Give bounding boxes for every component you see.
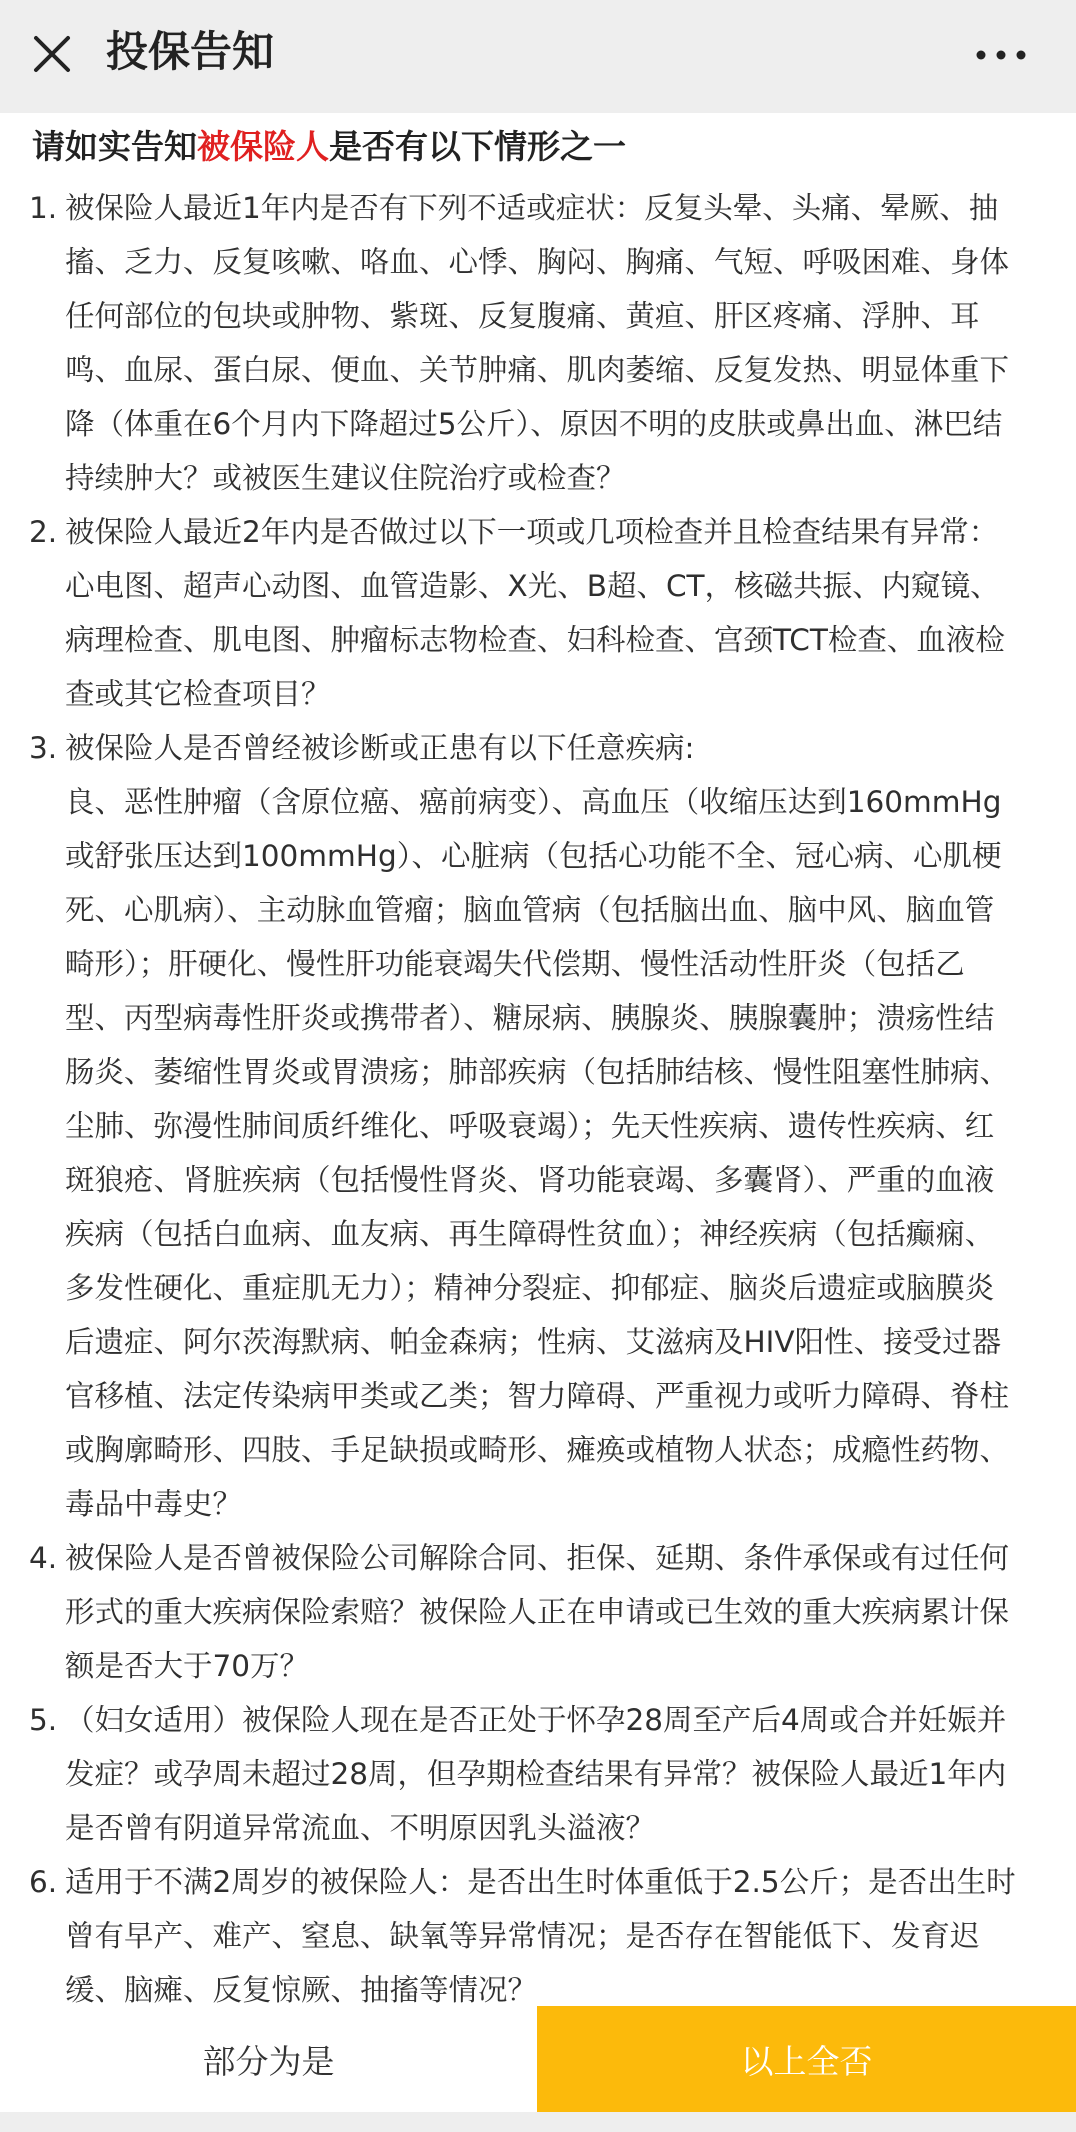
heading-suffix: 是否有以下情形之一 xyxy=(329,127,626,166)
list-item-line: 查或其它检查项目？ xyxy=(65,677,331,711)
list-item-line: 多发性硬化、重症肌无力）；精神分裂症、抑郁症、脑炎后遗症或脑膜炎 xyxy=(65,1271,995,1305)
close-icon xyxy=(32,34,72,74)
list-item-line: 持续肿大？或被医生建议住院治疗或检查？ xyxy=(65,461,626,495)
notice-content[interactable] xyxy=(0,113,1076,2006)
list-item-line: 良、恶性肿瘤（含原位癌、癌前病变）、高血压（收缩压达到160mmHg xyxy=(65,785,1002,819)
list-item-line: 疾病（包括白血病、血友病、再生障碍性贫血）；神经疾病（包括癫痫、 xyxy=(65,1217,995,1251)
heading-highlight: 被保险人 xyxy=(197,127,329,166)
list-item-line: 畸形）；肝硬化、慢性肝功能衰竭失代偿期、慢性活动性肝炎（包括乙 xyxy=(65,947,965,981)
list-item-line: 型、丙型病毒性肝炎或携带者）、糖尿病、胰腺炎、胰腺囊肿；溃疡性结 xyxy=(65,1001,995,1035)
bottom-action-bar xyxy=(0,2006,1076,2112)
top-nav-bar xyxy=(0,0,1076,113)
list-item xyxy=(0,721,1076,1531)
list-item-line: 毒品中毒史？ xyxy=(65,1487,243,1521)
notice-heading xyxy=(32,119,626,175)
list-item xyxy=(0,1855,1076,2006)
list-item-line: 搐、乏力、反复咳嗽、咯血、心悸、胸闷、胸痛、气短、呼吸困难、身体 xyxy=(65,245,1010,279)
list-item-line: 或舒张压达到100mmHg）、心脏病（包括心功能不全、冠心病、心肌梗 xyxy=(65,839,1002,873)
list-item-line: 形式的重大疾病保险索赔？被保险人正在申请或已生效的重大疾病累计保 xyxy=(65,1595,1010,1629)
list-item-line: 被保险人是否曾被保险公司解除合同、拒保、延期、条件承保或有过任何 xyxy=(65,1541,1010,1575)
list-item-line: 病理检查、肌电图、肿瘤标志物检查、妇科检查、宫颈TCT检查、血液检 xyxy=(65,623,1005,657)
list-item xyxy=(0,505,1076,721)
list-item-line: 后遗症、阿尔茨海默病、帕金森病；性病、艾滋病及HIV阳性、接受过器 xyxy=(65,1325,1002,1359)
list-item-line: 或胸廓畸形、四肢、手足缺损或畸形、瘫痪或植物人状态；成瘾性药物、 xyxy=(65,1433,1010,1467)
list-item-line: 尘肺、弥漫性肺间质纤维化、呼吸衰竭）；先天性疾病、遗传性疾病、红 xyxy=(65,1109,995,1143)
list-item-number: 5. xyxy=(29,1703,58,1737)
list-item-line: 被保险人最近1年内是否有下列不适或症状：反复头晕、头痛、晕厥、抽 xyxy=(65,191,999,225)
list-item-line: 被保险人是否曾经被诊断或正患有以下任意疾病: xyxy=(65,731,695,765)
all-no-button[interactable]: 以上全否 xyxy=(537,2006,1076,2112)
list-item xyxy=(0,1693,1076,1855)
heading-prefix: 请如实告知 xyxy=(32,127,197,166)
list-item-number: 4. xyxy=(29,1541,58,1575)
list-item xyxy=(0,181,1076,505)
list-item-line: （妇女适用）被保险人现在是否正处于怀孕28周至产后4周或合并妊娠并 xyxy=(65,1703,1007,1737)
close-button[interactable] xyxy=(26,28,78,80)
more-dots-icon xyxy=(975,49,1027,61)
list-item-line: 适用于不满2周岁的被保险人：是否出生时体重低于2.5公斤；是否出生时 xyxy=(65,1865,1016,1899)
page-title: 投保告知 xyxy=(106,27,275,76)
list-item-line: 死、心肌病）、主动脉血管瘤；脑血管病（包括脑出血、脑中风、脑血管 xyxy=(65,893,995,927)
list-item-line: 是否曾有阴道异常流血、不明原因乳头溢液？ xyxy=(65,1811,656,1845)
more-options-button[interactable] xyxy=(966,30,1036,80)
notice-list xyxy=(0,181,1076,2006)
list-item-line: 心电图、超声心动图、血管造影、X光、B超、CT，核磁共振、内窥镜、 xyxy=(65,569,1000,603)
list-item-line: 降（体重在6个月内下降超过5公斤）、原因不明的皮肤或鼻出血、淋巴结 xyxy=(65,407,1003,441)
list-item-line: 斑狼疮、肾脏疾病（包括慢性肾炎、肾功能衰竭、多囊肾）、严重的血液 xyxy=(65,1163,995,1197)
list-item-line: 任何部位的包块或肿物、紫斑、反复腹痛、黄疸、肝区疼痛、浮肿、耳 xyxy=(65,299,980,333)
list-item-line: 额是否大于70万？ xyxy=(65,1649,310,1683)
list-item-line: 鸣、血尿、蛋白尿、便血、关节肿痛、肌肉萎缩、反复发热、明显体重下 xyxy=(65,353,1010,387)
list-item xyxy=(0,1531,1076,1693)
list-item-number: 2. xyxy=(29,515,58,549)
list-item-number: 1. xyxy=(29,191,58,225)
list-item-line: 发症？或孕周未超过28周，但孕期检查结果有异常？被保险人最近1年内 xyxy=(65,1757,1007,1791)
list-item-number: 3. xyxy=(29,731,58,765)
list-item-line: 缓、脑瘫、反复惊厥、抽搐等情况？ xyxy=(65,1973,538,2006)
list-item-line: 曾有早产、难产、窒息、缺氧等异常情况；是否存在智能低下、发育迟 xyxy=(65,1919,980,1953)
list-item-line: 被保险人最近2年内是否做过以下一项或几项检查并且检查结果有异常： xyxy=(65,515,999,549)
list-item-line: 官移植、法定传染病甲类或乙类；智力障碍、严重视力或听力障碍、脊柱 xyxy=(65,1379,1010,1413)
bottom-strip xyxy=(0,2112,1076,2132)
partial-yes-button[interactable]: 部分为是 xyxy=(0,2006,537,2112)
list-item-number: 6. xyxy=(29,1865,58,1899)
list-item-line: 肠炎、萎缩性胃炎或胃溃疡；肺部疾病（包括肺结核、慢性阻塞性肺病、 xyxy=(65,1055,1010,1089)
